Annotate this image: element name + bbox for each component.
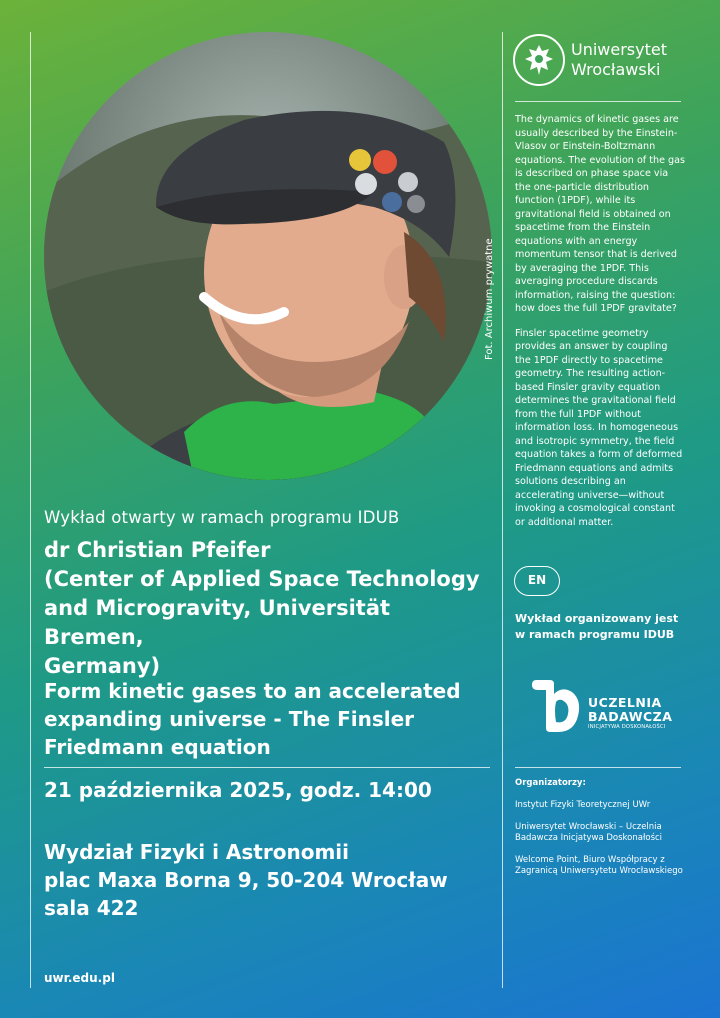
right-org-divider	[515, 767, 681, 768]
speaker-photo	[44, 32, 492, 480]
column-divider-line	[502, 32, 503, 988]
website-link[interactable]: uwr.edu.pl	[44, 971, 115, 985]
language-badge: EN	[514, 566, 560, 596]
left-border-line	[30, 32, 31, 988]
abstract-paragraph: The dynamics of kinetic gases are usually described by the Einstein-Vlasov or Einstein-Boltzmann equations. The evolution of the gas is described on phase space via the one-particle distribution function (1PDF), while its gravitational field is obtained on spacetime from the Einstein equations with an energy momentum tensor that is derived by averaging the 1PDF. This averaging procedure discards information, raising the question: how does the full 1PDF gravitate?	[515, 114, 685, 314]
idub-logo-text: UCZELNIA BADAWCZA	[588, 695, 673, 724]
organizers-heading: Organizatorzy:	[515, 778, 586, 788]
speaker-name: dr Christian Pfeifer	[44, 538, 271, 562]
lecture-intro: Wykład otwarty w ramach programu IDUB	[44, 508, 400, 527]
eagle-emblem-icon	[513, 34, 565, 86]
organizer-item: Welcome Point, Biuro Współpracy z Zagranicą Uniwersytetu Wrocławskiego	[515, 855, 683, 876]
lecture-title: Form kinetic gases to an accelerated expanding universe - The Finsler Friedmann equation	[44, 679, 461, 759]
program-note: Wykład organizowany jest w ramach programu IDUB	[515, 612, 679, 641]
abstract-paragraph: Finsler spacetime geometry provides an answer by coupling the 1PDF directly to spacetime geometry. The resulting action-based Finsler gravity equation determines the gravitational field from the full 1PDF without information loss. In homogeneous and isotropic symmetry, the field equation takes a form of deformed Friedmann equations and admits solutions describing an accelerating universe—without invoking a cosmological constant or additional matter.	[515, 327, 683, 528]
lecture-venue: Wydział Fizyki i Astronomii plac Maxa Borna 9, 50-204 Wrocław sala 422	[44, 840, 448, 920]
photo-credit: Fot. Archiwum prywatne	[484, 238, 495, 360]
idub-logo	[528, 676, 678, 740]
idub-mark-icon	[528, 676, 584, 736]
organizers-list	[515, 800, 685, 888]
university-name: Uniwersytet Wrocławski	[571, 40, 667, 79]
university-logo	[513, 34, 683, 90]
organizer-item: Uniwersytet Wrocławski – Uczelnia Badawcza Inicjatywa Doskonałości	[515, 822, 663, 843]
title-divider	[44, 767, 490, 768]
organizer-item: Instytut Fizyki Teoretycznej UWr	[515, 800, 651, 810]
speaker-affiliation: (Center of Applied Space Technology and Microgravity, Universität Bremen, Germany)	[44, 567, 480, 678]
lecture-date: 21 października 2025, godz. 14:00	[44, 778, 432, 802]
right-top-divider	[515, 101, 681, 102]
abstract	[515, 113, 685, 540]
idub-logo-subtext: INICJATYWA DOSKONAŁOŚCI	[588, 724, 666, 730]
